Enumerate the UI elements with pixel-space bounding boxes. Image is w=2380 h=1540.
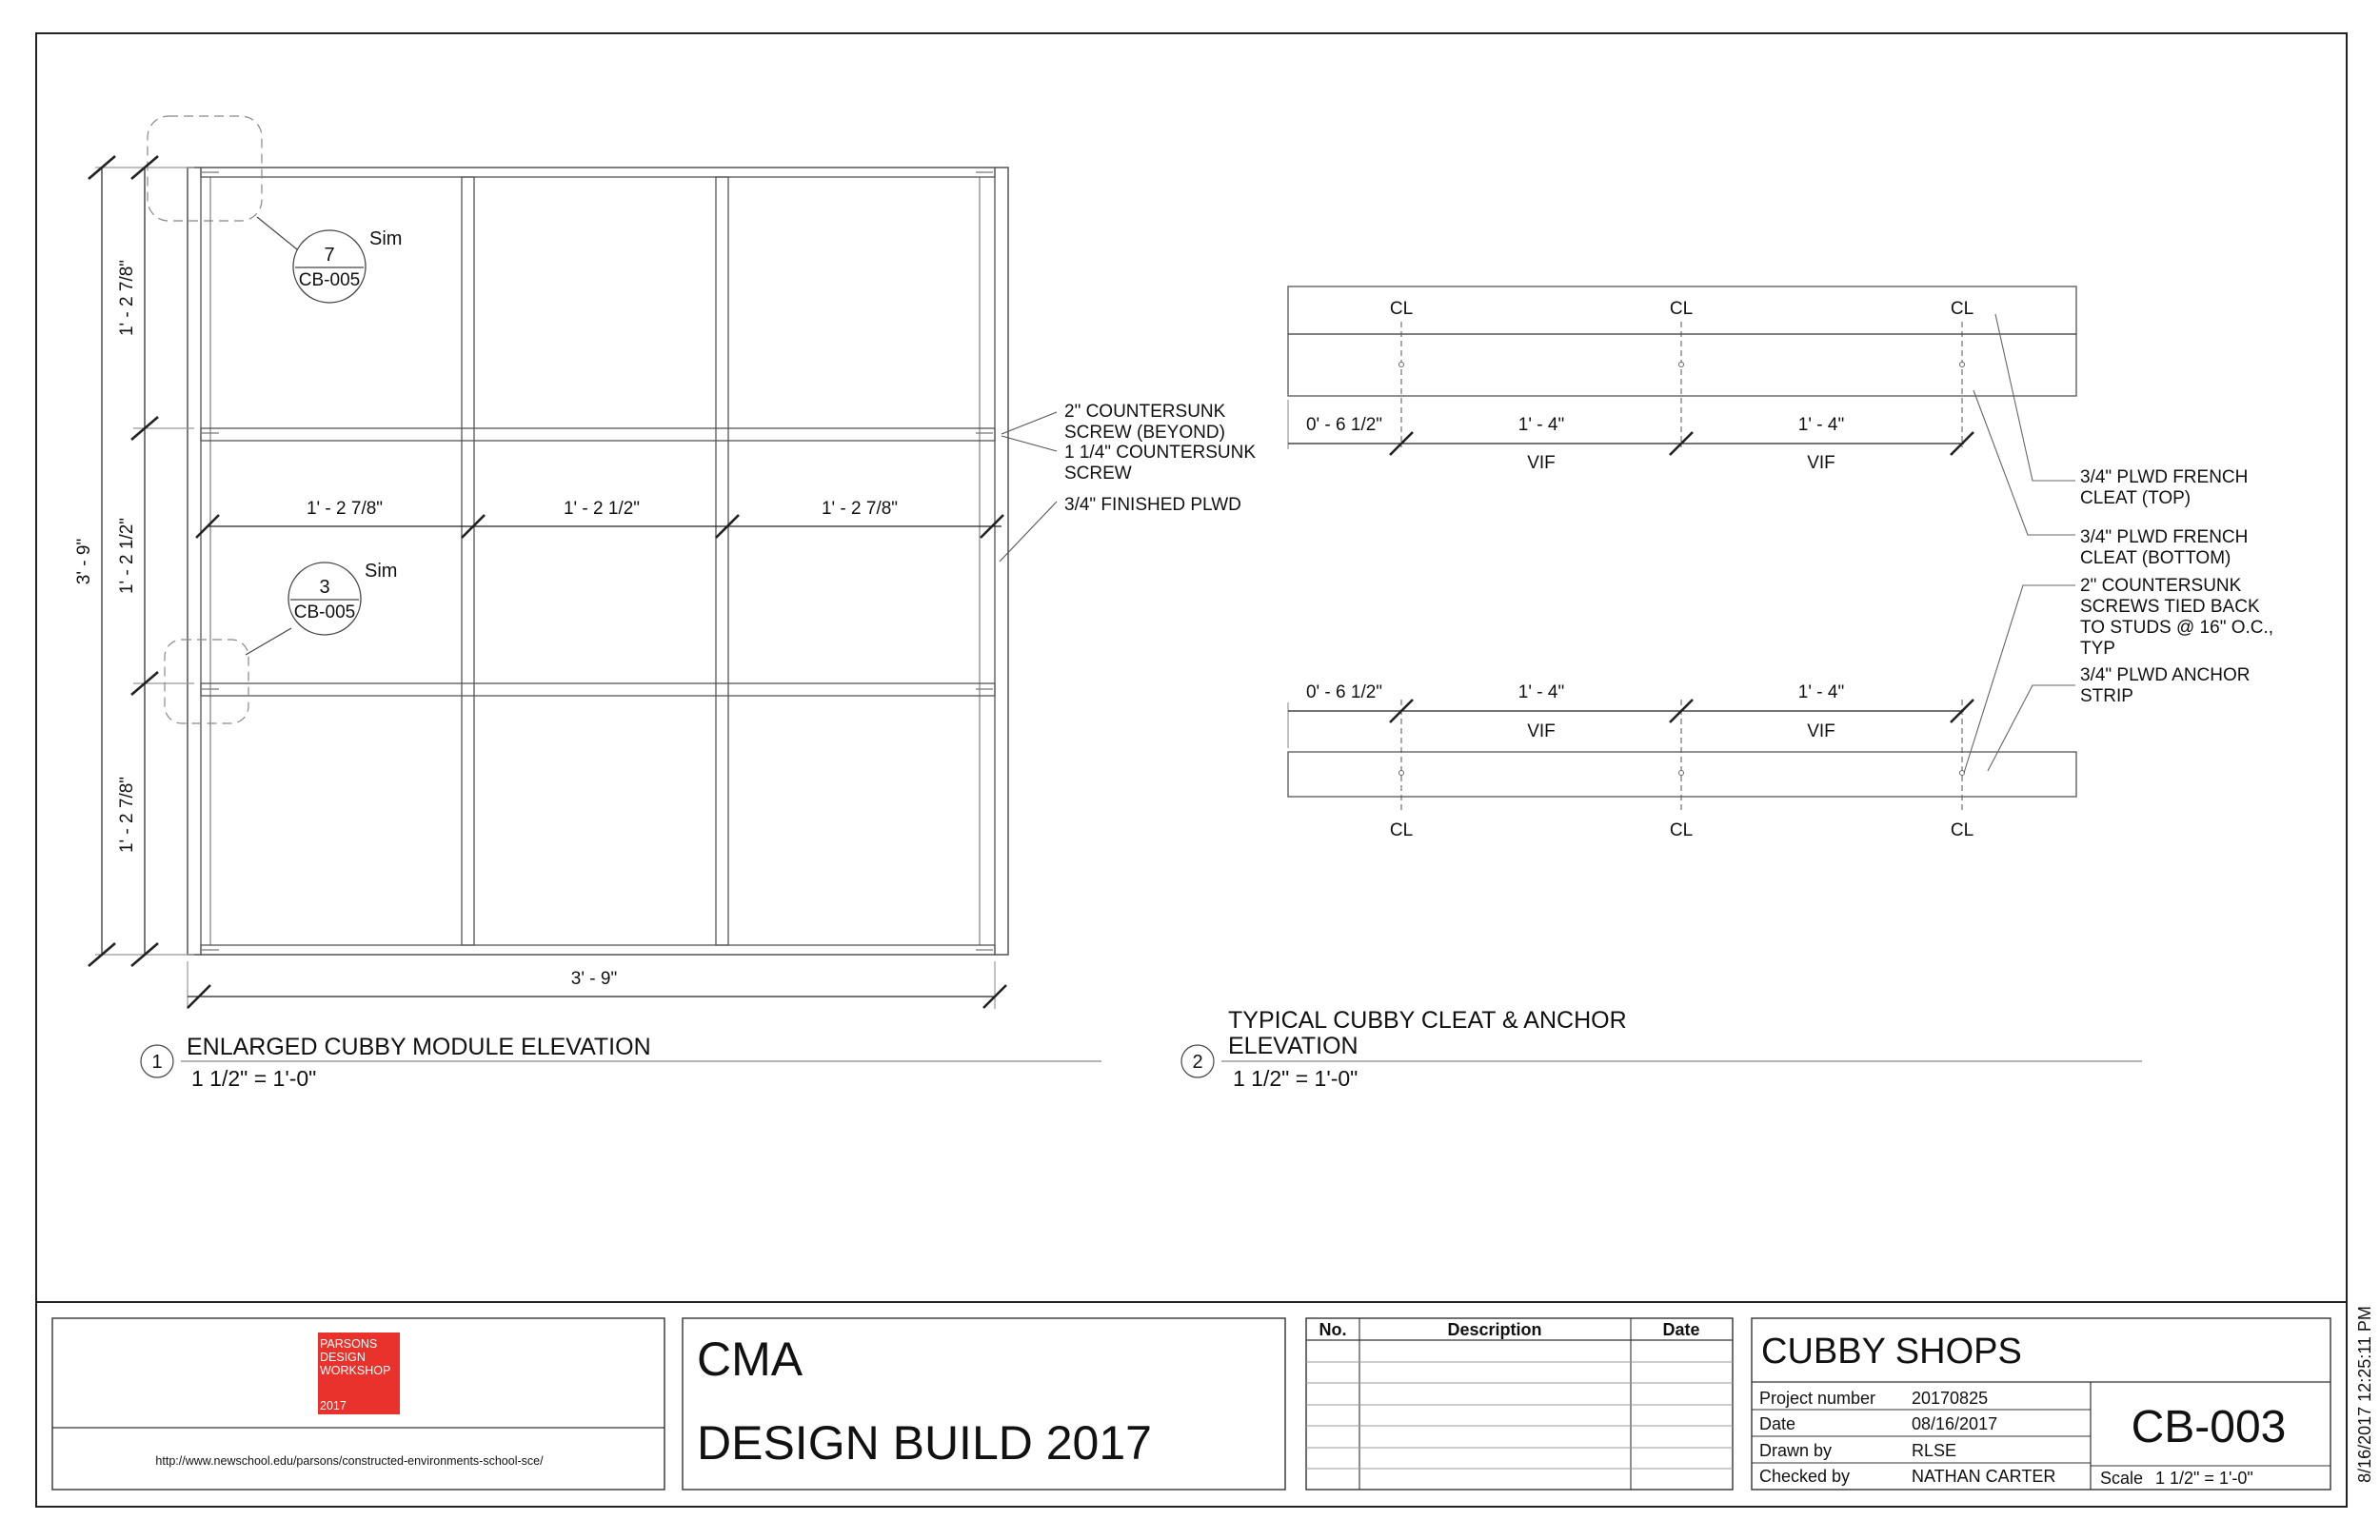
- view2-title-text: TYPICAL CUBBY CLEAT & ANCHOR ELEVATION: [1228, 1007, 1627, 1059]
- sheet-number: CB-003: [2131, 1402, 2287, 1452]
- scale-label: Scale: [2100, 1469, 2144, 1488]
- view1-scale: 1 1/2" = 1'-0": [191, 1066, 317, 1091]
- cubby-divider-1: [462, 177, 474, 945]
- view2-note-leaders: [1964, 314, 2075, 773]
- vertical-dimensions: [89, 156, 194, 966]
- dim-bottom-offset: 0' - 6 1/2": [1305, 682, 1383, 702]
- rev-header-description: Description: [1447, 1320, 1542, 1339]
- logo-panel: [52, 1318, 664, 1490]
- cl-bottom-1: CL: [1389, 820, 1414, 840]
- view1-title-text: ENLARGED CUBBY MODULE ELEVATION: [187, 1034, 651, 1060]
- dim-bottom-span-2: 1' - 4": [1797, 682, 1845, 702]
- project-name: DESIGN BUILD 2017: [697, 1416, 1152, 1470]
- field-checked-by-value: NATHAN CARTER: [1912, 1467, 2056, 1486]
- cubby-left-panel: [188, 168, 201, 955]
- dim-row-top: 1' - 2 7/8": [117, 259, 137, 337]
- project-panel: [683, 1318, 1285, 1490]
- screw-points-bottom: [1399, 771, 1965, 776]
- dim-overall-height: 3' - 9": [74, 538, 94, 585]
- note-finished-plwd: 3/4" FINISHED PLWD: [1064, 495, 1241, 515]
- note-french-cleat-top: 3/4" PLWD FRENCH CLEAT (TOP): [2080, 467, 2249, 508]
- view2-scale: 1 1/2" = 1'-0": [1233, 1066, 1359, 1091]
- detail-3-boundary: [165, 640, 248, 723]
- dim-overall-width: 3' - 9": [570, 969, 618, 989]
- rev-header-no: No.: [1319, 1320, 1347, 1339]
- dim-top-offset: 0' - 6 1/2": [1305, 415, 1383, 435]
- cl-bottom-2: CL: [1669, 820, 1694, 840]
- callout-7-sheet: CB-005: [298, 270, 361, 290]
- callout-3-number: 3: [319, 577, 330, 598]
- vif-top-2: VIF: [1807, 453, 1835, 473]
- cubby-top-panel: [201, 168, 995, 177]
- field-date-value: 08/16/2017: [1912, 1414, 1998, 1433]
- field-checked-by-label: Checked by: [1759, 1467, 1851, 1486]
- vif-top-1: VIF: [1527, 453, 1556, 473]
- view1-title: [141, 1034, 1101, 1091]
- cubby-shelf-lower: [201, 683, 995, 696]
- cl-top-1: CL: [1389, 299, 1414, 319]
- centerlines-top: [1401, 322, 1962, 447]
- note-french-cleat-bottom: 3/4" PLWD FRENCH CLEAT (BOTTOM): [2080, 527, 2249, 568]
- dim-row-mid: 1' - 2 1/2": [117, 517, 137, 595]
- note-countersunk-screw: 1 1/4" COUNTERSUNK SCREW: [1064, 443, 1257, 484]
- field-project-number-value: 20170825: [1912, 1389, 1989, 1408]
- centerlines-bottom: [1401, 700, 1962, 811]
- view2-number: 2: [1192, 1052, 1203, 1073]
- callout-7-note: Sim: [369, 228, 403, 249]
- dim-bottom-span-1: 1' - 4": [1517, 682, 1565, 702]
- screw-points-top: [1399, 363, 1965, 367]
- field-drawn-by-label: Drawn by: [1759, 1441, 1833, 1460]
- school-url[interactable]: http://www.newschool.edu/parsons/constructed-environments-school-sce/: [155, 1454, 544, 1468]
- vif-bottom-2: VIF: [1807, 721, 1835, 741]
- dim-top-span-1: 1' - 4": [1517, 415, 1565, 435]
- cl-top-2: CL: [1669, 299, 1694, 319]
- callout-7-leader: [257, 217, 297, 249]
- rev-header-date: Date: [1662, 1320, 1700, 1339]
- revision-rows: [1306, 1362, 1733, 1469]
- cubby-shelf-upper: [201, 428, 995, 441]
- sheet-title: CUBBY SHOPS: [1761, 1332, 2022, 1372]
- cubby-bottom-panel: [201, 945, 995, 955]
- plot-timestamp: 8/16/2017 12:25:11 PM: [2355, 1306, 2374, 1483]
- cubby-right-panel: [995, 168, 1008, 955]
- field-date-label: Date: [1759, 1414, 1796, 1433]
- dim-row-bot: 1' - 2 7/8": [117, 776, 137, 854]
- sheet-border: [36, 33, 2347, 1507]
- field-drawn-by-value: RLSE: [1912, 1441, 1957, 1460]
- note-countersunk-screw-beyond: 2" COUNTERSUNK SCREW (BEYOND): [1064, 402, 1226, 443]
- note-countersunk-screws-studs: 2" COUNTERSUNK SCREWS TIED BACK TO STUDS @ 16" O.C., TYP: [2080, 576, 2274, 659]
- callout-7-number: 7: [324, 245, 335, 266]
- cl-top-3: CL: [1950, 299, 1974, 319]
- detail-callout-7[interactable]: [293, 228, 402, 303]
- view1-number: 1: [151, 1052, 163, 1073]
- client-name: CMA: [697, 1333, 803, 1386]
- dim-col-mid: 1' - 2 1/2": [563, 499, 641, 519]
- view2-title: [1181, 1007, 2142, 1091]
- revisions-table: [1306, 1318, 1733, 1490]
- dim-col-right: 1' - 2 7/8": [821, 499, 899, 519]
- note-anchor-strip: 3/4" PLWD ANCHOR STRIP: [2080, 665, 2251, 706]
- cubby-divider-2: [716, 177, 728, 945]
- bottom-dimension-string: [1288, 700, 1973, 748]
- parsons-logo-text: PARSONS DESIGN WORKSHOP 2017: [320, 1337, 391, 1412]
- callout-3-note: Sim: [365, 561, 398, 582]
- vif-bottom-1: VIF: [1527, 721, 1556, 741]
- top-dimension-string: [1288, 400, 1973, 455]
- dim-top-span-2: 1' - 4": [1797, 415, 1845, 435]
- field-project-number-label: Project number: [1759, 1389, 1876, 1408]
- detail-7-boundary: [148, 116, 262, 221]
- callout-3-sheet: CB-005: [293, 602, 356, 622]
- cl-bottom-3: CL: [1950, 820, 1974, 840]
- callout-3-leader: [246, 628, 291, 655]
- dim-col-left: 1' - 2 7/8": [306, 499, 384, 519]
- scale-value: 1 1/2" = 1'-0": [2155, 1469, 2253, 1488]
- sheet-info-panel: [1752, 1318, 2330, 1490]
- detail-callout-3[interactable]: [288, 561, 397, 635]
